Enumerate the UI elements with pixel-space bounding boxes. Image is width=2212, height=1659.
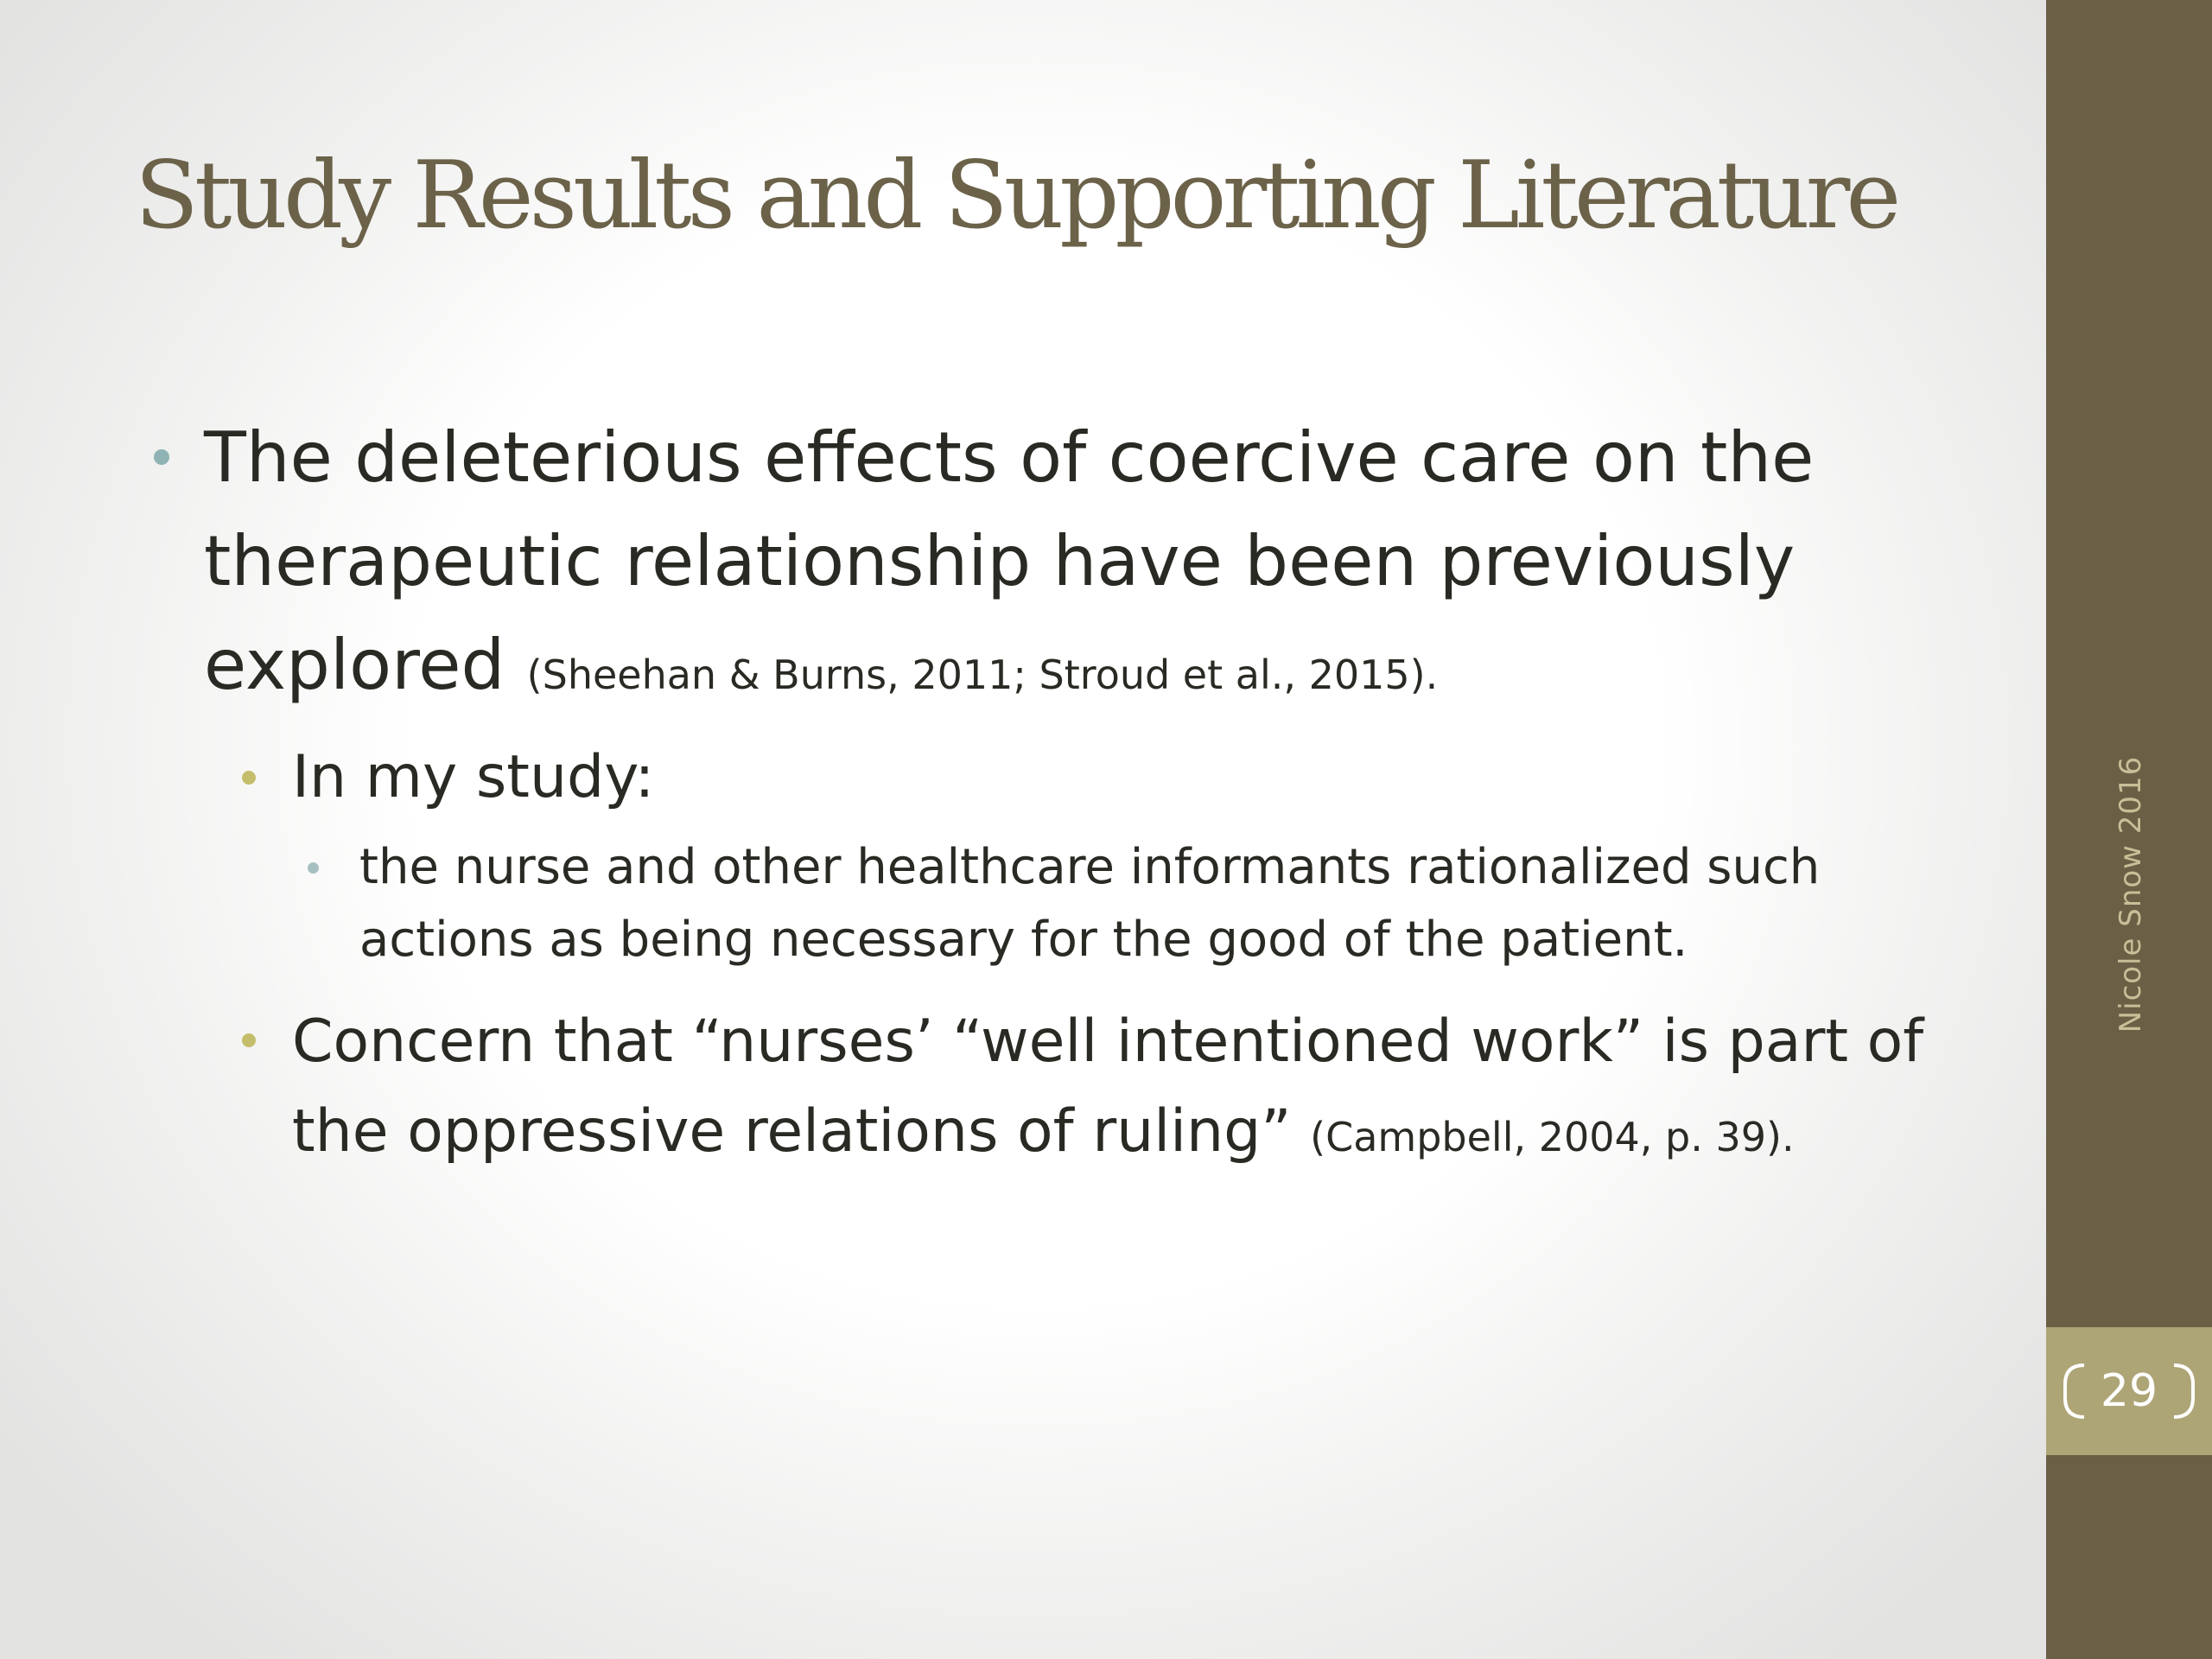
bullet-level-3 <box>359 831 1932 976</box>
bullet-dot <box>242 771 256 785</box>
bullet-level-2 <box>292 997 1951 1182</box>
page-number: 29 <box>2100 1365 2158 1417</box>
bullet-dot <box>308 862 319 874</box>
bullet-level-1 <box>204 406 1932 727</box>
bullet-dot <box>242 1033 256 1047</box>
author-year-text: Nicole Snow 2016 <box>2113 755 2148 1033</box>
bullet-text: Concern that “nurses’ “well intentioned work” is part of the oppressive relations of ruling” <box>292 1007 1924 1166</box>
author-year-label <box>2088 755 2174 1033</box>
bullet-text: The deleterious effects of coercive care on the therapeutic relationship have been previously explored <box>204 417 1815 705</box>
page-number-box <box>2046 1327 2212 1455</box>
bullet-dot <box>154 449 169 465</box>
bullet-level-2 <box>292 734 1934 821</box>
bullet-citation: (Sheehan & Burns, 2011; Stroud et al., 2015). <box>526 652 1439 698</box>
slide-title: Study Results and Supporting Literature <box>135 142 1897 250</box>
bullet-citation: (Campbell, 2004, p. 39). <box>1310 1114 1795 1160</box>
bullet-text: In my study: <box>292 743 655 811</box>
bullet-text: the nurse and other healthcare informants rationalized such actions as being necessary for the good of the patient. <box>359 839 1821 968</box>
